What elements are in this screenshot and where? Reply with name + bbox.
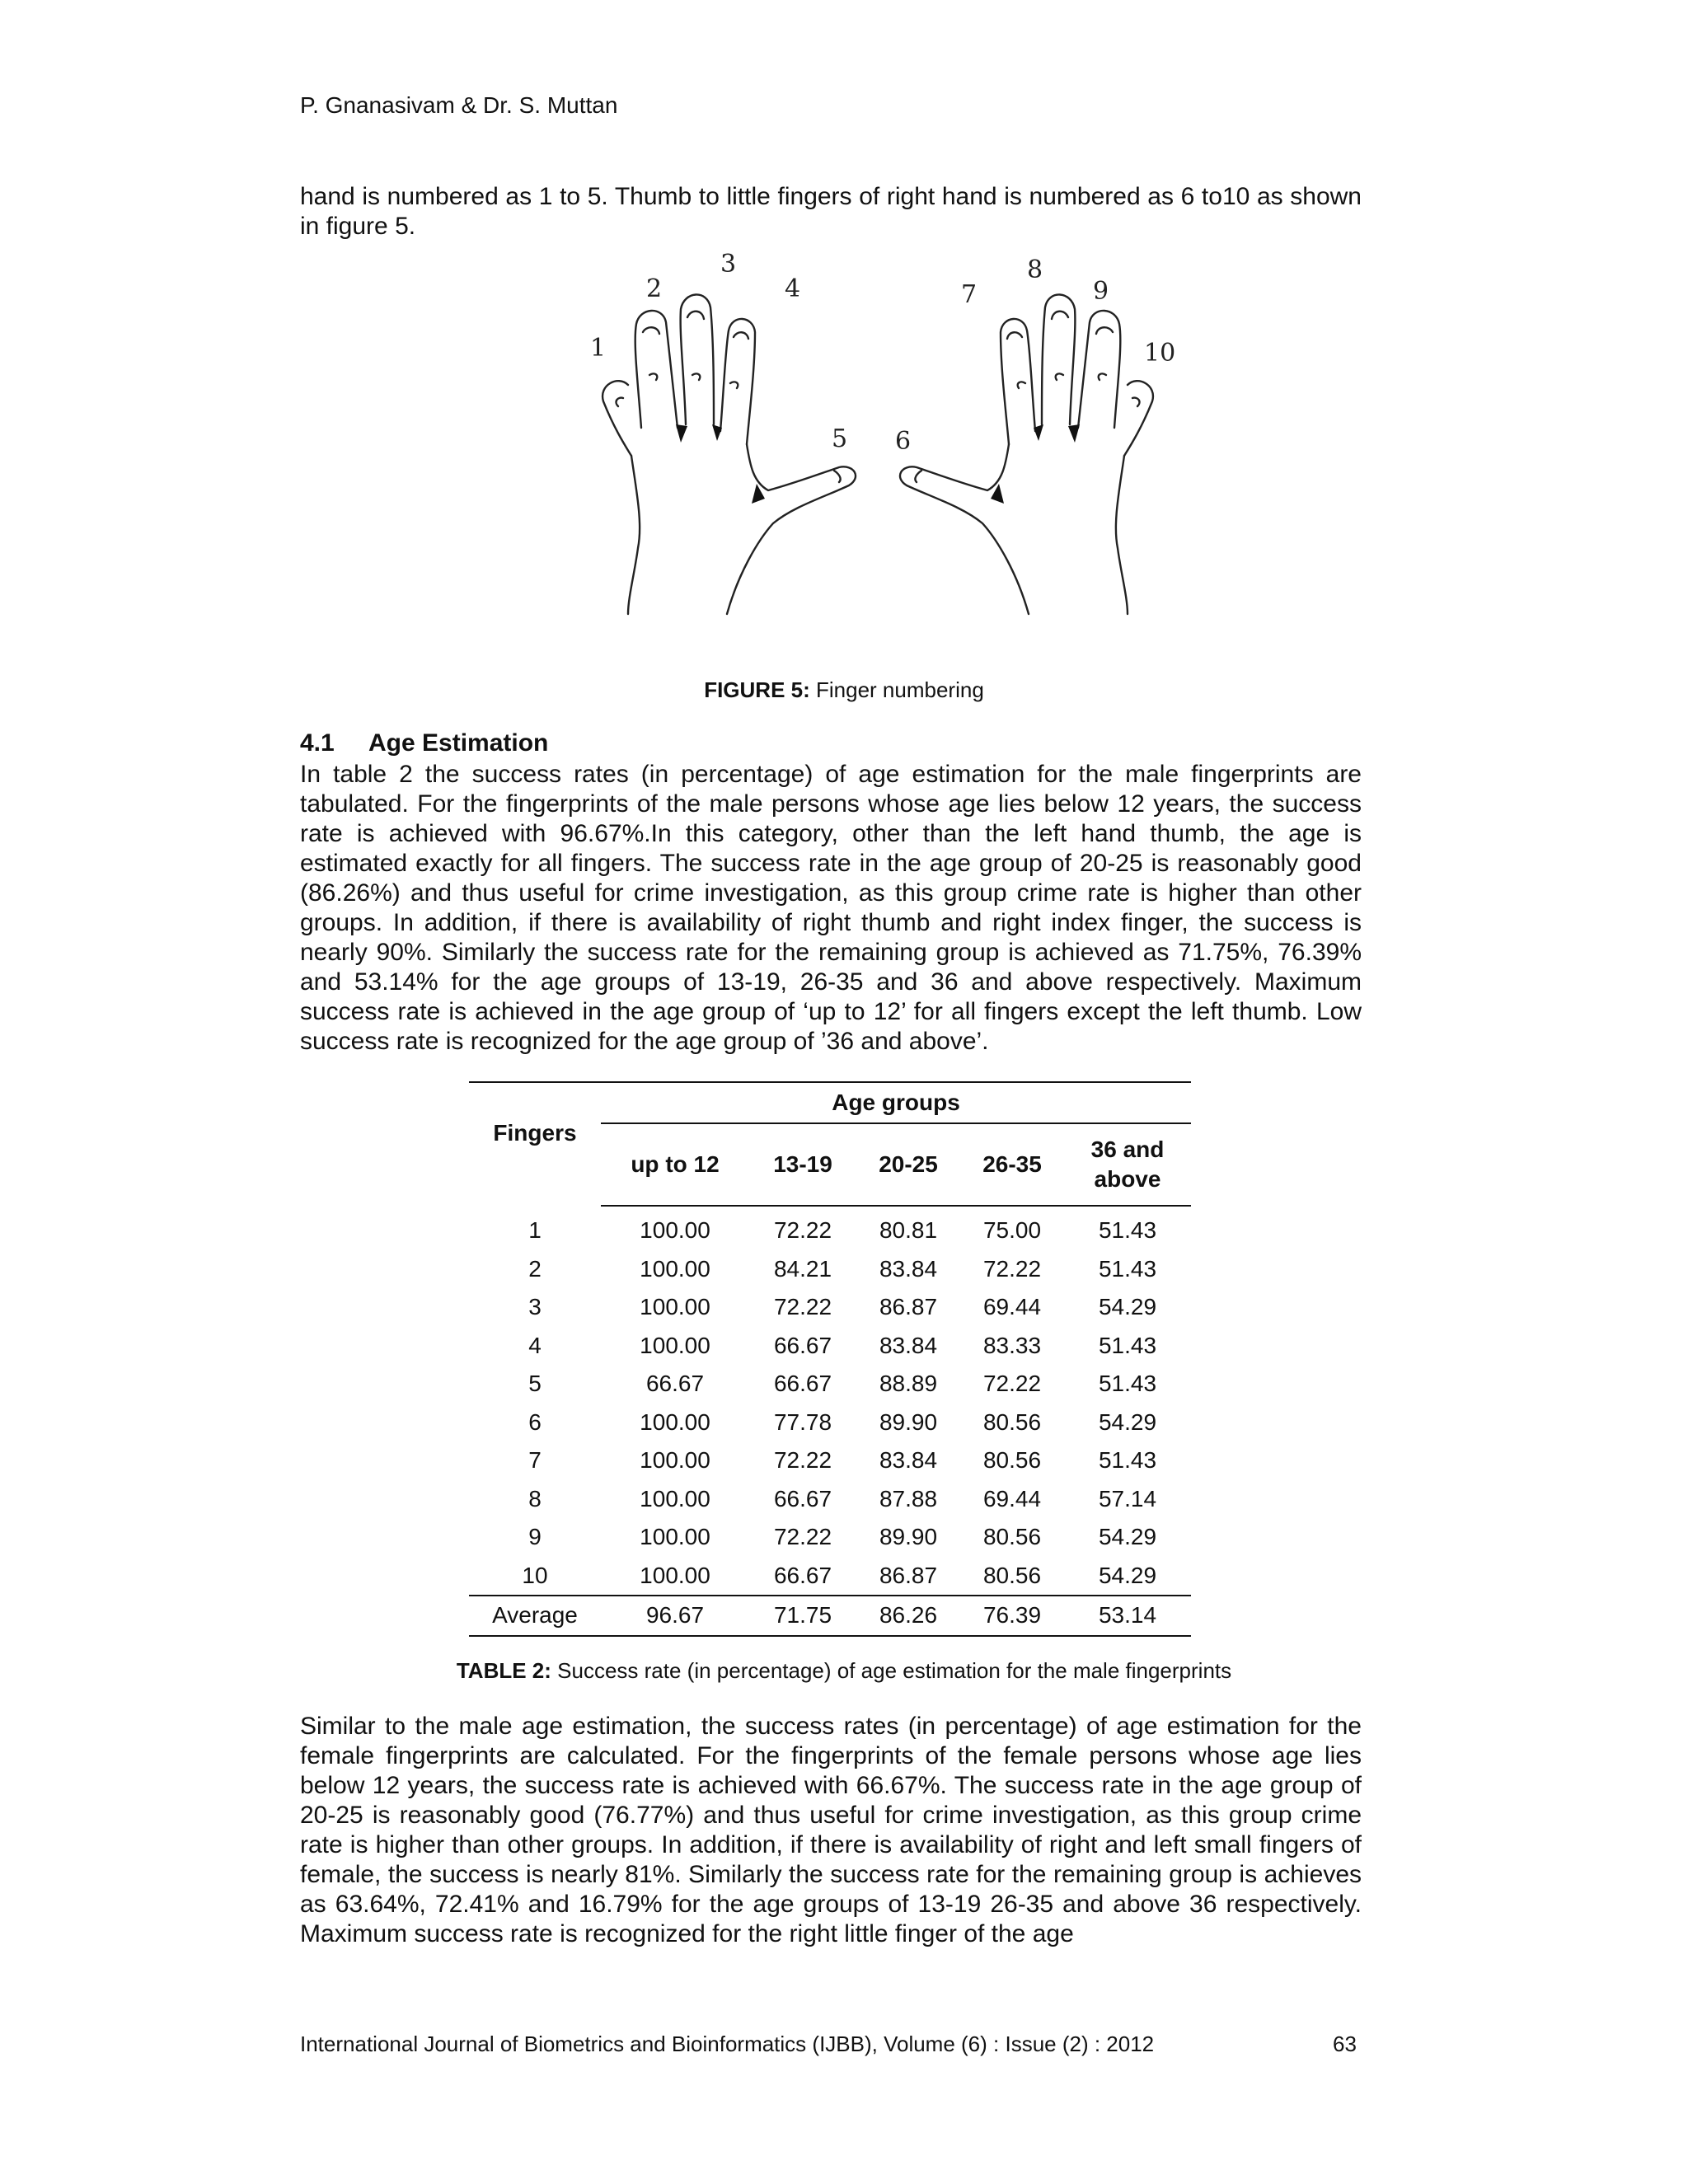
table-cell-value: 87.88	[879, 1485, 938, 1511]
table-row	[469, 1327, 1191, 1366]
table-cell-value: 80.56	[982, 1524, 1042, 1550]
table-cell-value: 83.84	[879, 1447, 938, 1474]
table-col-header: 36 and above	[1064, 1123, 1191, 1206]
finger-label-3: 3	[720, 251, 737, 279]
table-caption-text: Success rate (in percentage) of age estimation for the male fingerprints	[551, 1658, 1232, 1683]
table-cell-value: 80.56	[982, 1562, 1042, 1588]
table-cell-value: 80.56	[982, 1447, 1042, 1474]
table-cell-value: 86.87	[879, 1562, 938, 1588]
finger-label-9: 9	[1093, 277, 1109, 306]
table-cell-value: 72.22	[773, 1217, 832, 1244]
table-cell-average-value: 71.75	[749, 1596, 856, 1636]
table-cell-average-value: 86.26	[856, 1596, 960, 1636]
table-cell-value: 100.00	[640, 1294, 710, 1320]
table-cell-value: 51.43	[1098, 1255, 1157, 1282]
table-col-header: up to 12	[601, 1123, 749, 1206]
finger-label-2: 2	[646, 274, 663, 303]
table-cell-finger: 1	[528, 1216, 542, 1243]
finger-label-4: 4	[785, 274, 801, 303]
table-cell-value: 80.56	[982, 1408, 1042, 1435]
table-cell-value: 51.43	[1098, 1447, 1157, 1474]
table-cell-finger: 9	[528, 1524, 542, 1550]
section-title: Age Estimation	[368, 729, 549, 757]
table-row	[469, 1557, 1191, 1596]
table-cell-value: 66.67	[773, 1562, 832, 1588]
table-caption	[0, 1658, 1688, 1684]
table-cell-value: 83.33	[982, 1332, 1042, 1358]
table-cell-value: 54.29	[1098, 1562, 1157, 1588]
table-cell-finger: 2	[528, 1255, 542, 1282]
table-row	[469, 1441, 1191, 1480]
table-row	[469, 1518, 1191, 1557]
running-header-authors: P. Gnanasivam & Dr. S. Muttan	[300, 92, 618, 118]
table-cell-finger: 6	[528, 1408, 542, 1435]
table-cell-finger: 10	[522, 1562, 548, 1588]
table-cell-value: 100.00	[640, 1217, 710, 1244]
table-cell-value: 77.78	[773, 1408, 832, 1435]
table-body	[469, 1206, 1191, 1636]
table-cell-value: 69.44	[982, 1485, 1042, 1511]
table-cell-value: 84.21	[773, 1255, 832, 1282]
table-col-header: 13-19	[749, 1123, 856, 1206]
table-cell-value: 51.43	[1098, 1217, 1157, 1244]
table-cell-value: 54.29	[1098, 1524, 1157, 1550]
table-cell-finger: 3	[528, 1294, 542, 1320]
table-cell-value: 66.67	[773, 1332, 832, 1358]
section-number: 4.1	[300, 729, 335, 757]
finger-label-1: 1	[590, 334, 607, 363]
table-row	[469, 1365, 1191, 1404]
table-cell-finger: 7	[528, 1447, 542, 1474]
table-cell-finger: 4	[528, 1332, 542, 1358]
section-heading	[300, 729, 548, 757]
table-row	[469, 1288, 1191, 1327]
footer-page-number: 63	[1333, 2032, 1357, 2056]
table-row-average	[469, 1596, 1191, 1636]
table-cell-value: 72.22	[773, 1447, 832, 1474]
table-cell-value: 51.43	[1098, 1332, 1157, 1358]
table-cell-value: 100.00	[640, 1447, 710, 1474]
table-cell-value: 54.29	[1098, 1408, 1157, 1435]
table-header-fingers: Fingers	[493, 1119, 577, 1146]
table-cell-value: 72.22	[773, 1524, 832, 1550]
table-cell-value: 100.00	[640, 1485, 710, 1511]
table-cell-value: 100.00	[640, 1524, 710, 1550]
success-rate-table	[469, 1081, 1191, 1637]
table-cell-value: 57.14	[1098, 1485, 1157, 1511]
table-cell-value: 80.81	[879, 1217, 938, 1244]
table-row	[469, 1480, 1191, 1519]
finger-label-8: 8	[1027, 255, 1043, 284]
right-hand-drawing	[900, 294, 1153, 614]
table-cell-value: 86.87	[879, 1294, 938, 1320]
table-row	[469, 1206, 1191, 1250]
table-header-age-groups: Age groups	[601, 1082, 1191, 1123]
table-cell-average-value: 76.39	[960, 1596, 1064, 1636]
table-row	[469, 1404, 1191, 1442]
table-cell-value: 66.67	[773, 1485, 832, 1511]
figure-caption	[0, 677, 1688, 703]
table-col-header: 26-35	[960, 1123, 1064, 1206]
table-cell-value: 72.22	[982, 1371, 1042, 1397]
table-cell-value: 83.84	[879, 1255, 938, 1282]
table-cell-value: 51.43	[1098, 1371, 1157, 1397]
table-cell-average-value: 53.14	[1064, 1596, 1191, 1636]
table-row	[469, 1250, 1191, 1289]
table-cell-average-value: 96.67	[601, 1596, 749, 1636]
figure-caption-text: Finger numbering	[809, 677, 984, 702]
table-cell-value: 100.00	[640, 1332, 710, 1358]
table-cell-value: 72.22	[982, 1255, 1042, 1282]
table-cell-value: 72.22	[773, 1294, 832, 1320]
finger-label-7: 7	[961, 280, 978, 309]
table-cell-value: 69.44	[982, 1294, 1042, 1320]
table-cell-value: 88.89	[879, 1371, 938, 1397]
table-cell-value: 100.00	[640, 1562, 710, 1588]
table-cell-finger: 5	[528, 1371, 542, 1397]
table-cell-value: 89.90	[879, 1408, 938, 1435]
table-col-header: 20-25	[856, 1123, 960, 1206]
footer-journal-citation: International Journal of Biometrics and Bioinformatics (IJBB), Volume (6) : Issue (2) : 2012	[300, 2032, 1155, 2056]
finger-label-6: 6	[895, 427, 912, 456]
hands-illustration	[577, 251, 1179, 635]
paragraph-female-age-estimation: Similar to the male age estimation, the success rates (in percentage) of age estimation for the female fingerprints are calculated. For the fingerprints of the female persons whose age lies below 12 years, the success rate is achieved with 66.67%. The success rate in the age group of 20-25 is reasonably good (76.77%) and thus useful for crime investigation, as this group crime rate is higher than other groups. In addition, if there is availability of right and left small fingers of female, the success is nearly 81%. Similarly the success rate for the remaining group is achieves as 63.64%, 72.41% and 16.79% for the age groups of 13-19 26-35 and above 36 respectively. Maximum success rate is recognized for the right little finger of the age	[300, 1713, 1362, 1947]
paragraph-finger-numbering: hand is numbered as 1 to 5. Thumb to little fingers of right hand is numbered as 6 to10 as shown in figure 5.	[300, 183, 1362, 240]
table-cell-value: 66.67	[645, 1371, 705, 1397]
finger-label-5: 5	[832, 424, 848, 453]
table-cell-value: 100.00	[640, 1408, 710, 1435]
figure-caption-label: FIGURE 5:	[704, 677, 810, 702]
paragraph-male-age-estimation: In table 2 the success rates (in percentage) of age estimation for the male fingerprints are tabulated. For the fingerprints of the male persons whose age lies below 12 years, the success rate is achieved with 96.67%.In this category, other than the left hand thumb, the age is estimated exactly for all fingers. The success rate in the age group of 20-25 is reasonably good (86.26%) and thus useful for crime investigation, as this group crime rate is higher than other groups. In addition, if there is availability of right thumb and right index finger, the success is nearly 90%. Similarly the success rate for the remaining group is achieved as 71.75%, 76.39% and 53.14% for the age groups of 13-19, 26-35 and 36 and above respectively. Maximum success rate is achieved in the age group of ‘up to 12’ for all fingers except the left thumb. Low success rate is recognized for the age group of ’36 and above’.	[300, 761, 1362, 1055]
table-cell-value: 89.90	[879, 1524, 938, 1550]
table-cell-finger: 8	[528, 1485, 542, 1511]
table-cell-value: 100.00	[640, 1255, 710, 1282]
table-caption-label: TABLE 2:	[456, 1658, 551, 1683]
table-cell-value: 83.84	[879, 1332, 938, 1358]
table-cell-average-label: Average	[469, 1596, 601, 1636]
table-cell-value: 75.00	[982, 1217, 1042, 1244]
figure-hands	[577, 251, 1179, 635]
finger-label-10: 10	[1144, 339, 1176, 368]
left-hand-drawing	[603, 294, 856, 614]
table-cell-value: 66.67	[773, 1371, 832, 1397]
table-cell-value: 54.29	[1098, 1294, 1157, 1320]
